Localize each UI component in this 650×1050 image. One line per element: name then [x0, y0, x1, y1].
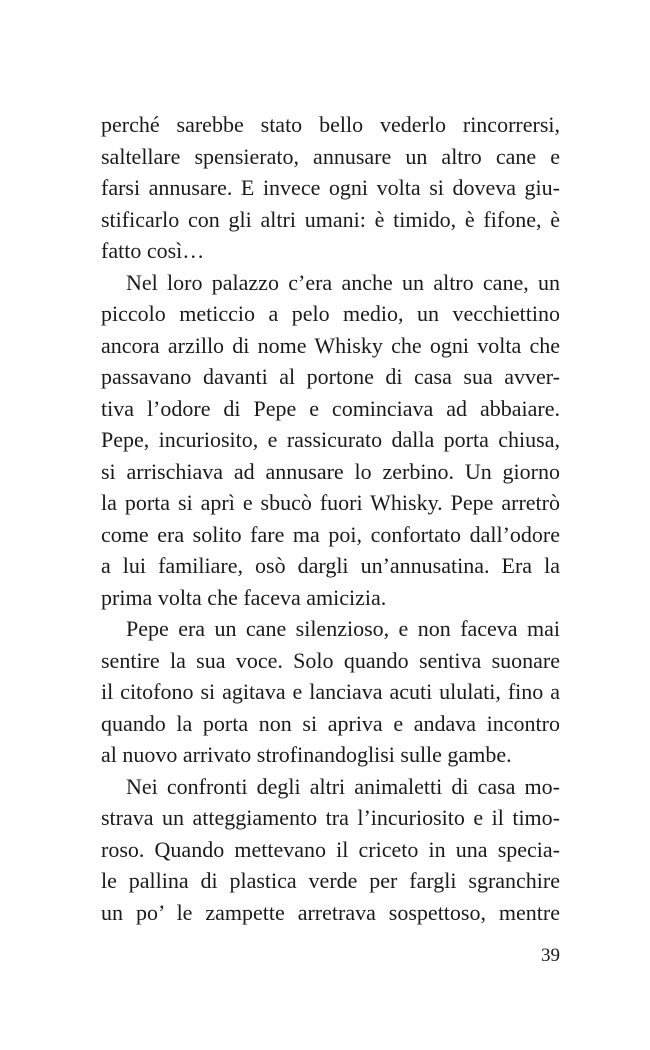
text-line: passavano davanti al portone di casa sua avver- — [101, 364, 560, 389]
text-line: un po’ le zampette arretrava sospettoso, mentre — [101, 899, 560, 925]
text-line: stificarlo con gli altri umani: è timido, è fifone, è — [101, 206, 560, 232]
text-line: prima volta che faceva amicizia. — [101, 584, 387, 610]
text-line: le pallina di plastica verde per fargli sgranchire — [101, 868, 560, 893]
text-line: sentire la sua voce. Solo quando sentiva suonare — [101, 647, 560, 673]
paragraph — [101, 267, 560, 614]
paragraph — [101, 771, 560, 929]
text-line: strava un atteggiamento tra l’incuriosito e il timo- — [101, 805, 560, 830]
text-line: il citofono si agitava e lanciava acuti ululati, fino a — [101, 679, 560, 704]
page-number: 39 — [541, 945, 560, 966]
text-line: si arrischiava ad annusare lo zerbino. Un giorno — [101, 458, 560, 484]
text-line: quando la porta non si apriva e andava incontro — [101, 710, 560, 736]
text-line: tiva l’odore di Pepe e cominciava ad abbaiare. — [101, 395, 560, 421]
body-text — [101, 109, 560, 928]
text-line: Nel loro palazzo c’era anche un altro cane, un — [126, 269, 560, 295]
text-line: come era solito fare ma poi, confortato dall’odore — [101, 521, 560, 547]
text-line: a lui familiare, osò dargli un’annusatina. Era la — [101, 553, 560, 578]
text-line: ancora arzillo di nome Whisky che ogni volta che — [101, 332, 560, 358]
text-line: farsi annusare. E invece ogni volta si doveva giu- — [101, 175, 560, 200]
text-line: saltellare spensierato, annusare un altro cane e — [101, 143, 560, 169]
text-line: piccolo meticcio a pelo medio, un vecchiettino — [101, 301, 560, 326]
text-line: Pepe, incuriosito, e rassicurato dalla porta chiusa, — [101, 427, 560, 452]
text-line: al nuovo arrivato strofinandoglisi sulle gambe. — [101, 742, 512, 767]
text-line: roso. Quando mettevano il criceto in una specia- — [101, 836, 560, 862]
text-line: perché sarebbe stato bello vederlo rincorrersi, — [101, 112, 560, 137]
text-line: fatto così… — [101, 238, 205, 263]
paragraph — [101, 109, 560, 267]
text-line: Nei confronti degli altri animaletti di casa mo- — [126, 773, 560, 799]
text-line: Pepe era un cane silenzioso, e non faceva mai — [126, 616, 560, 641]
text-line: la porta si aprì e sbucò fuori Whisky. Pepe arretrò — [101, 490, 560, 515]
paragraph — [101, 613, 560, 771]
